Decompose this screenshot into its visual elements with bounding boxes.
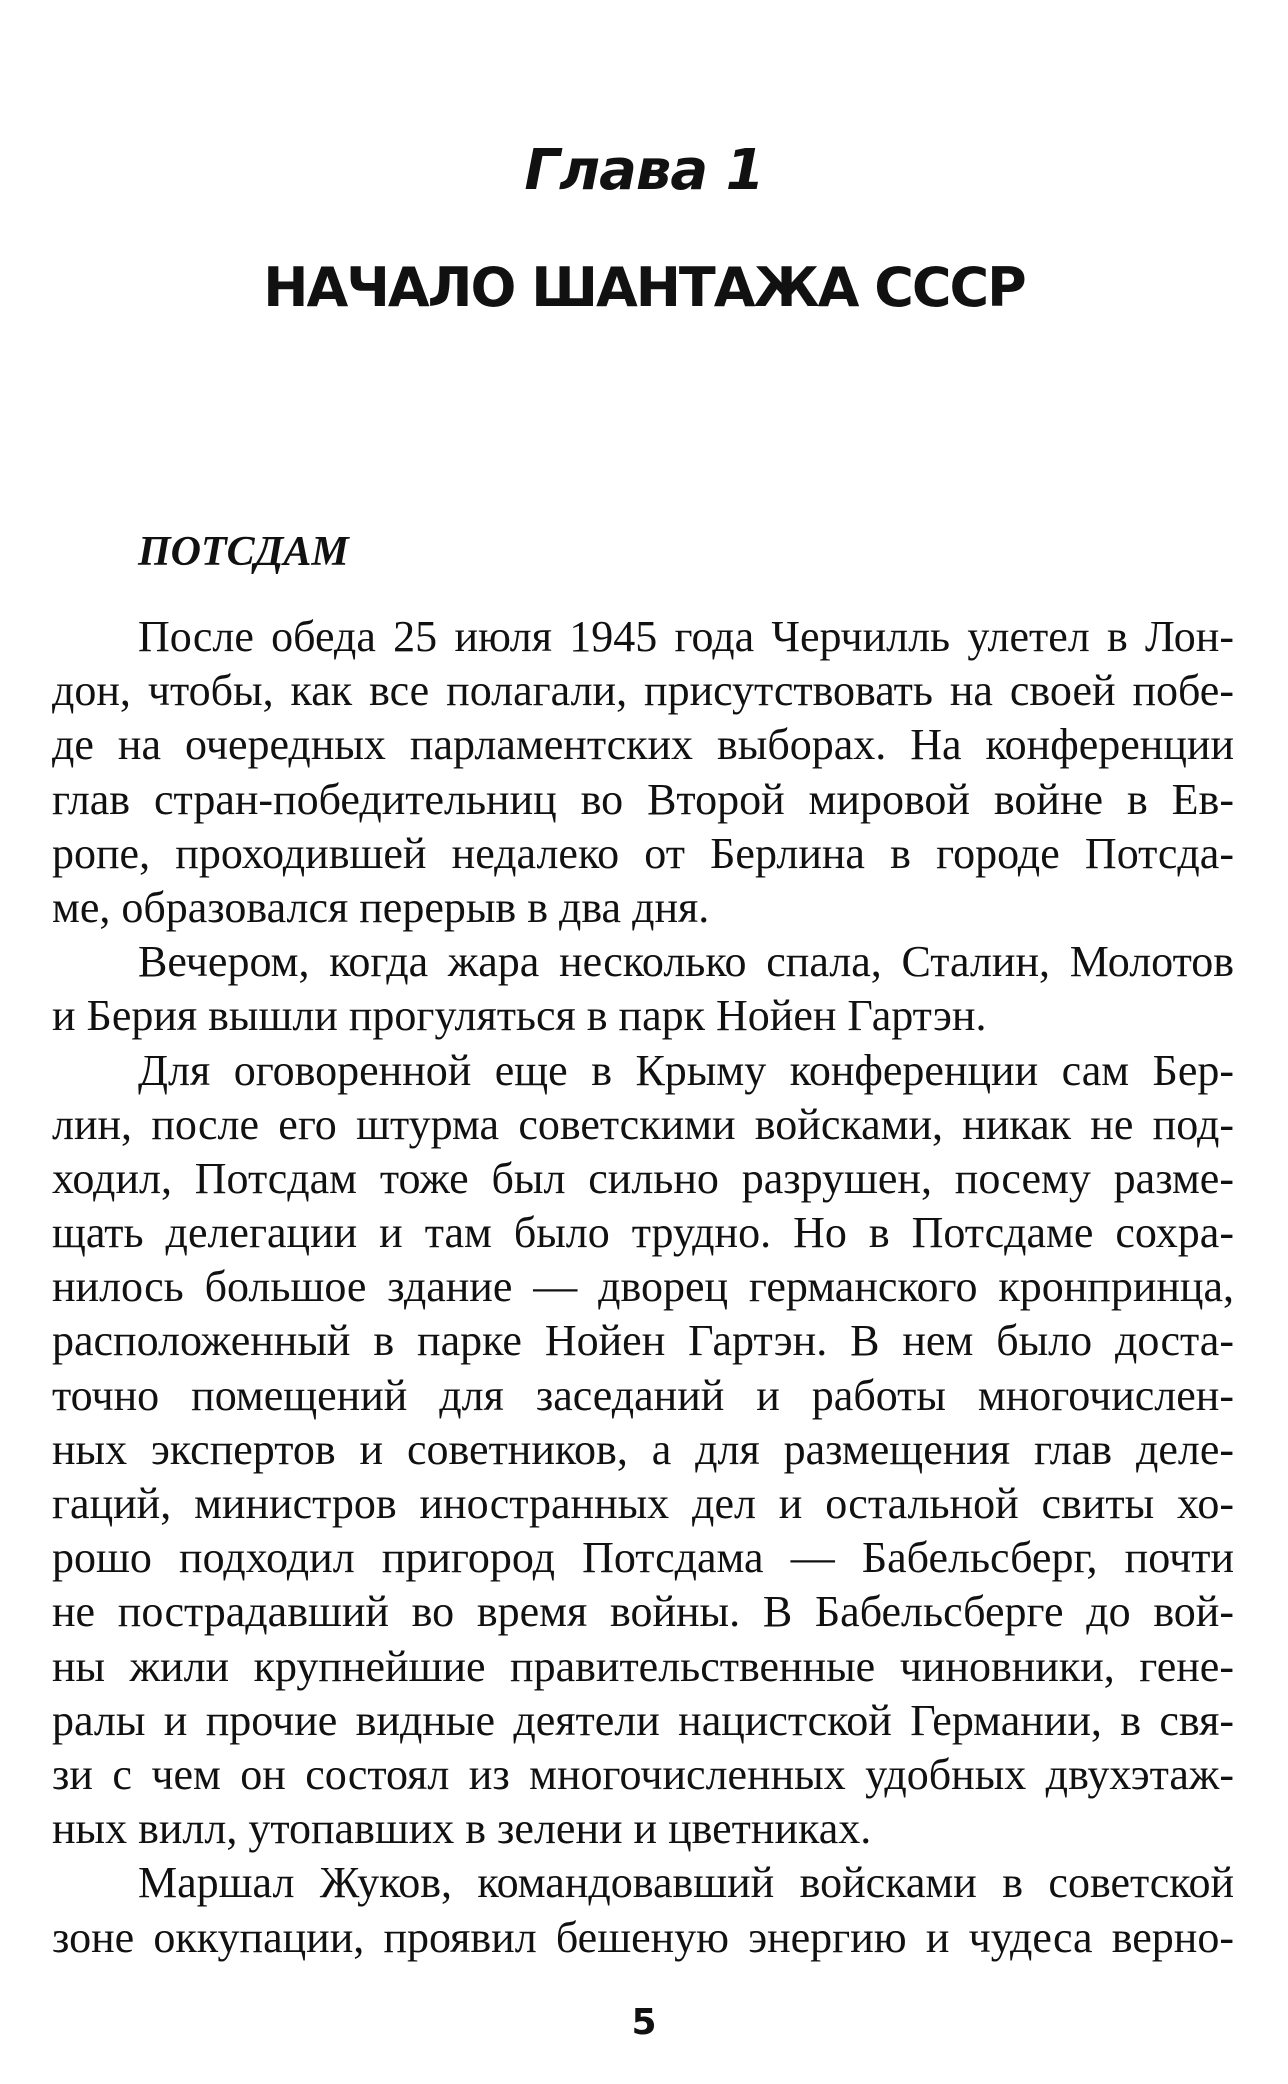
text-line: Маршал Жуков, командовавший войсками в советской — [138, 1858, 1234, 1908]
chapter-label: Глава 1 — [524, 138, 764, 203]
body-text — [52, 610, 1234, 1965]
text-line: ралы и прочие видные деятели нацистской Германии, в свя- — [52, 1695, 1234, 1745]
text-line: Для оговоренной еще в Крыму конференции сам Бер- — [138, 1045, 1234, 1095]
text-line: ходил, Потсдам тоже был сильно разрушен, посему разме- — [52, 1153, 1234, 1203]
text-line: и Берия вышли прогуляться в парк Нойен Гартэн. — [52, 991, 987, 1041]
text-line: После обеда 25 июля 1945 года Черчилль улетел в Лон- — [138, 612, 1234, 661]
text-line: не пострадавший во время войны. В Бабельсберге до вой- — [52, 1587, 1234, 1637]
text-line: зи с чем он состоял из многочисленных удобных двухэтаж- — [52, 1749, 1234, 1799]
text-line: ных вилл, утопавших в зелени и цветниках. — [52, 1804, 872, 1854]
page-number: 5 — [631, 2002, 657, 2043]
text-line: нилось большое здание — дворец германского кронпринца, — [52, 1262, 1234, 1312]
text-line: гаций, министров иностранных дел и остальной свиты хо- — [52, 1479, 1234, 1528]
text-line: дон, чтобы, как все полагали, присутствовать на своей побе- — [52, 666, 1234, 716]
text-line: точно помещений для заседаний и работы многочислен- — [52, 1370, 1234, 1420]
text-line: лин, после его штурма советскими войсками, никак не под- — [52, 1099, 1234, 1149]
text-line: глав стран-победительниц во Второй мировой войне в Ев- — [52, 774, 1234, 824]
text-line: ме, образовался перерыв в два дня. — [52, 882, 710, 932]
text-line: расположенный в парке Нойен Гартэн. В нем было доста- — [52, 1316, 1234, 1366]
text-line: Вечером, когда жара несколько спала, Сталин, Молотов — [138, 937, 1234, 987]
text-line: де на очередных парламентских выборах. На конференции — [52, 720, 1234, 770]
text-line: ропе, проходившей недалеко от Берлина в городе Потсда- — [52, 828, 1234, 878]
text-line: ных экспертов и советников, а для размещения глав деле- — [52, 1424, 1234, 1474]
text-line: зоне оккупации, проявил бешеную энергию и чудеса верно- — [52, 1912, 1234, 1962]
text-line: ны жили крупнейшие правительственные чиновники, гене- — [52, 1641, 1234, 1691]
chapter-title: НАЧАЛО ШАНТАЖА СССР — [263, 256, 1025, 319]
text-line: рошо подходил пригород Потсдама — Бабельсберг, почти — [52, 1533, 1234, 1583]
section-title: ПОТСДАМ — [138, 529, 349, 575]
text-line: щать делегации и там было трудно. Но в Потсдаме сохра- — [52, 1208, 1234, 1258]
